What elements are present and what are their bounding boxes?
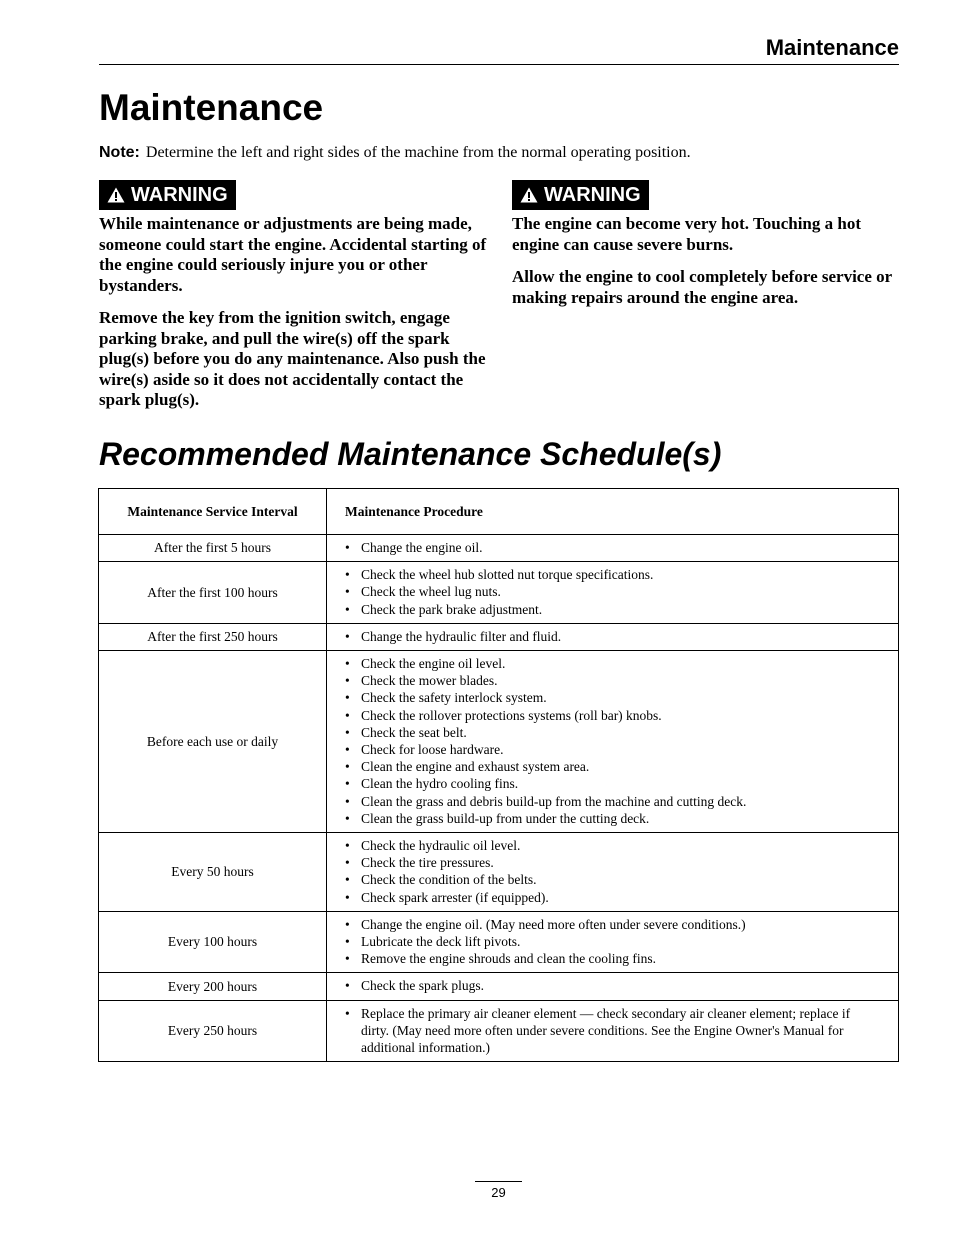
- table-row: [99, 973, 899, 1000]
- table-row: [99, 911, 899, 973]
- list-item: • Check the engine oil level.: [345, 655, 880, 672]
- list-item: • Change the hydraulic filter and fluid.: [345, 628, 880, 645]
- interval-cell: Every 100 hours: [99, 911, 327, 973]
- procedure-cell: [327, 833, 899, 912]
- table-body: [99, 535, 899, 1062]
- table-row: [99, 833, 899, 912]
- warning-badge: [512, 180, 649, 210]
- list-item: • Check the tire pressures.: [345, 854, 880, 871]
- warning-paragraph: Allow the engine to cool completely before service or making repairs around the engine area.: [512, 267, 892, 307]
- procedure-cell: [327, 973, 899, 1000]
- interval-cell: Every 50 hours: [99, 833, 327, 912]
- warning-paragraph: Remove the key from the ignition switch, engage parking brake, and pull the wire(s) off the spark plug(s) before you do any maintenance. Also push the wire(s) aside so it does not accidentally contact the spark plug(s).: [99, 308, 486, 409]
- list-item: • Check the park brake adjustment.: [345, 601, 880, 618]
- note-label: Note:: [99, 144, 140, 161]
- page-number: 29: [475, 1181, 522, 1204]
- procedure-cell: [327, 911, 899, 973]
- procedure-cell: [327, 562, 899, 624]
- interval-cell: After the first 100 hours: [99, 562, 327, 624]
- header-procedure: Maintenance Procedure: [327, 489, 899, 535]
- list-item: • Lubricate the deck lift pivots.: [345, 933, 880, 950]
- list-item: • Clean the grass build-up from under the cutting deck.: [345, 810, 880, 827]
- list-item: • Check spark arrester (if equipped).: [345, 889, 880, 906]
- interval-cell: Every 200 hours: [99, 973, 327, 1000]
- list-item: • Replace the primary air cleaner element — check secondary air cleaner element; replace if dirty. (May need more often under severe conditions. See the Engine Owner's Manual for additional information.): [345, 1005, 880, 1057]
- note-text: Determine the left and right sides of the machine from the normal operating position.: [145, 144, 691, 161]
- list-item: • Check the spark plugs.: [345, 977, 880, 994]
- running-head: Maintenance: [99, 34, 899, 65]
- list-item: • Check the wheel hub slotted nut torque specifications.: [345, 566, 880, 583]
- procedure-list: [345, 655, 880, 827]
- table-row: [99, 562, 899, 624]
- procedure-list: [345, 1005, 880, 1057]
- table-row: [99, 1000, 899, 1062]
- procedure-cell: [327, 623, 899, 650]
- procedure-list: [345, 977, 880, 994]
- table-row: [99, 651, 899, 833]
- list-item: • Clean the hydro cooling fins.: [345, 775, 880, 792]
- interval-cell: Every 250 hours: [99, 1000, 327, 1062]
- procedure-list: [345, 916, 880, 968]
- table-header-row: [99, 489, 899, 535]
- list-item: • Check the hydraulic oil level.: [345, 837, 880, 854]
- list-item: • Check the wheel lug nuts.: [345, 583, 880, 600]
- maintenance-schedule-table: [98, 488, 899, 1062]
- warning-label: WARNING: [131, 183, 228, 206]
- list-item: • Check the rollover protections systems (roll bar) knobs.: [345, 707, 880, 724]
- header-interval: Maintenance Service Interval: [99, 489, 327, 535]
- list-item: • Check the safety interlock system.: [345, 689, 880, 706]
- table-row: [99, 623, 899, 650]
- list-item: • Clean the grass and debris build-up from the machine and cutting deck.: [345, 793, 880, 810]
- procedure-list: [345, 837, 880, 906]
- table-row: [99, 535, 899, 562]
- list-item: • Check for loose hardware.: [345, 741, 880, 758]
- procedure-cell: [327, 1000, 899, 1062]
- list-item: • Change the engine oil.: [345, 539, 880, 556]
- section-title: Recommended Maintenance Schedule(s): [99, 436, 722, 472]
- procedure-cell: [327, 535, 899, 562]
- warning-box-left: [99, 180, 489, 411]
- procedure-cell: [327, 651, 899, 833]
- warning-label: WARNING: [544, 183, 641, 206]
- warning-box-right: [512, 180, 904, 308]
- warning-triangle-icon: [520, 187, 538, 203]
- list-item: • Check the mower blades.: [345, 672, 880, 689]
- note: [99, 142, 899, 164]
- warning-paragraph: The engine can become very hot. Touching a hot engine can cause severe burns.: [512, 214, 861, 254]
- list-item: • Clean the engine and exhaust system area.: [345, 758, 880, 775]
- procedure-list: [345, 539, 880, 556]
- warning-badge: [99, 180, 236, 210]
- procedure-list: [345, 566, 880, 618]
- interval-cell: After the first 250 hours: [99, 623, 327, 650]
- warning-triangle-icon: [107, 187, 125, 203]
- list-item: • Change the engine oil. (May need more often under severe conditions.): [345, 916, 880, 933]
- page-title: Maintenance: [99, 87, 324, 128]
- interval-cell: Before each use or daily: [99, 651, 327, 833]
- warning-paragraph: While maintenance or adjustments are being made, someone could start the engine. Accidental starting of the engine could seriously injure you or other bystanders.: [99, 214, 487, 295]
- list-item: • Check the seat belt.: [345, 724, 880, 741]
- procedure-list: [345, 628, 880, 645]
- list-item: • Remove the engine shrouds and clean the cooling fins.: [345, 950, 880, 967]
- list-item: • Check the condition of the belts.: [345, 871, 880, 888]
- interval-cell: After the first 5 hours: [99, 535, 327, 562]
